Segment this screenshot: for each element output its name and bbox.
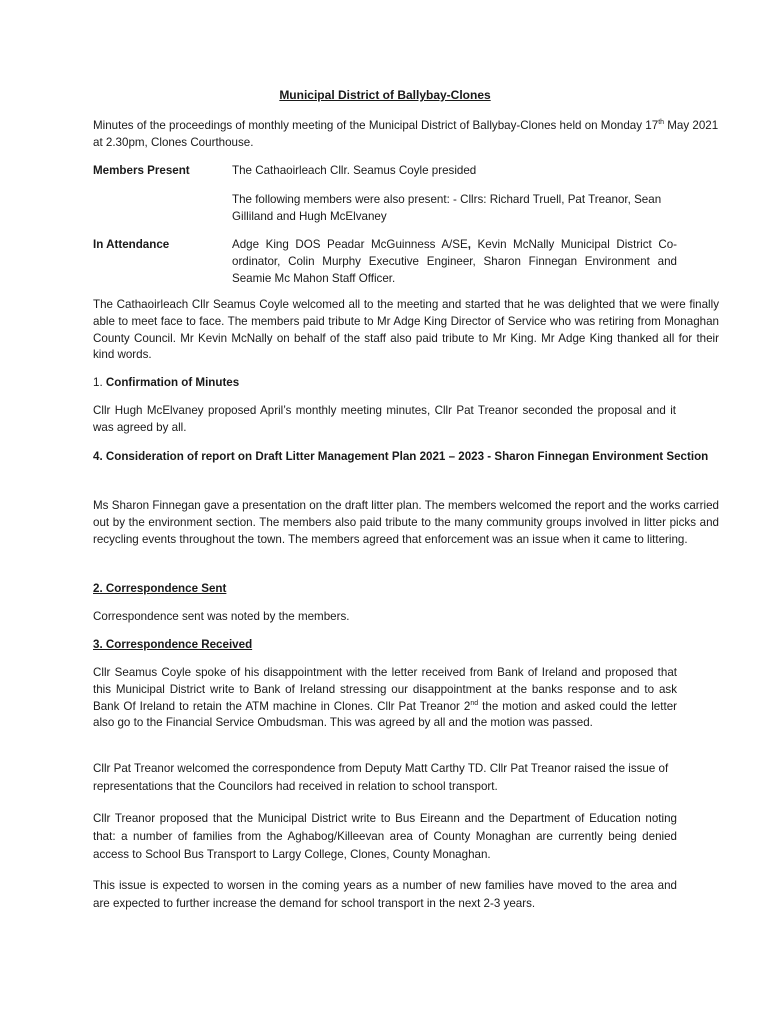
- members-present-label: Members Present: [93, 164, 190, 177]
- document-title: Municipal District of Ballybay-Clones: [279, 88, 491, 102]
- section3-heading: 3. Correspondence Received: [93, 638, 253, 651]
- welcome-paragraph: The Cathaoirleach Cllr Seamus Coyle welcomed all to the meeting and started that he was delighted that we were finally able to meet face to face. The members paid tribute to Mr Adge King Director of Service who was retiring from Monaghan County Council. Mr Kevin McNally on behalf of the staff also paid tribute to Mr King. Mr Adge King thanked all for their kind words.: [93, 298, 719, 362]
- section3-paragraph-2: Cllr Pat Treanor welcomed the correspondence from Deputy Matt Carthy TD. Cllr Pat Treanor raised the issue of representations that the Councilors had received in relation to school transport.: [93, 762, 669, 793]
- section1-title: Confirmation of Minutes: [105, 376, 240, 389]
- members-present-list: The following members were also present: - Cllrs: Richard Truell, Pat Treanor, Sean Gilliland and Hugh McElvaney: [232, 193, 662, 223]
- section1-heading: [93, 375, 239, 392]
- section2-body: Correspondence sent was noted by the members.: [93, 610, 350, 623]
- intro-superscript: th: [658, 119, 665, 126]
- section2-heading: 2. Correspondence Sent: [93, 582, 227, 595]
- intro-text: Minutes of the proceedings of monthly meeting of the Municipal District of Ballybay-Clones held on Monday 17: [93, 119, 659, 132]
- attendance-bold-comma: ,: [467, 238, 471, 251]
- section3-p1-superscript: nd: [470, 699, 479, 707]
- attendance-text: Adge King DOS Peadar McGuinness A/SE: [232, 238, 468, 251]
- intro-text-end: May 2021 at 2.30pm, Clones Courthouse.: [93, 119, 719, 149]
- intro-paragraph: [93, 118, 719, 152]
- section3-paragraph-1: [93, 665, 677, 732]
- attendance-text-end: Kevin McNally Municipal District Co-ordinator, Colin Murphy Executive Engineer, Sharon Finnegan Environment and Seamie Mc Mahon Staff Officer.: [232, 238, 677, 285]
- section3-paragraph-4: This issue is expected to worsen in the coming years as a number of new families have moved to the area and are expected to further increase the demand for school transport in the next 2-3 years.: [93, 879, 677, 910]
- members-present-chair: The Cathaoirleach Cllr. Seamus Coyle presided: [232, 164, 477, 177]
- in-attendance-list: [232, 237, 677, 287]
- section4-heading: 4. Consideration of report on Draft Litter Management Plan 2021 – 2023 - Sharon Finnegan Environment Section: [93, 450, 709, 463]
- section3-p1-text-end: the motion and asked could the letter also go to the Financial Service Ombudsman. This was agreed by all and the motion was passed.: [93, 699, 678, 730]
- section4-body: Ms Sharon Finnegan gave a presentation on the draft litter plan. The members welcomed the report and the works carried out by the environment section. The members also paid tribute to the many community groups involved in litter picks and recycling events throughout the town. The members agreed that enforcement was an issue when it came to littering.: [93, 499, 719, 546]
- section1-number: 1.: [93, 376, 106, 389]
- in-attendance-label: In Attendance: [93, 238, 170, 251]
- section3-p1-text: Cllr Seamus Coyle spoke of his disappointment with the letter received from Bank of Ireland and proposed that this Municipal District write to Bank of Ireland stressing our disappointment at the banks response and to ask Bank Of Ireland to retain the ATM machine in Clones. Cllr Pat Treanor 2: [93, 666, 677, 713]
- section3-paragraph-3: Cllr Treanor proposed that the Municipal District write to Bus Eireann and the Department of Education noting that: a number of families from the Aghabog/Killeevan area of County Monaghan are currently being denied access to School Bus Transport to Largy College, Clones, County Monaghan.: [93, 812, 677, 861]
- section1-body: Cllr Hugh McElvaney proposed April’s monthly meeting minutes, Cllr Pat Treanor seconded the proposal and it was agreed by all.: [93, 404, 676, 434]
